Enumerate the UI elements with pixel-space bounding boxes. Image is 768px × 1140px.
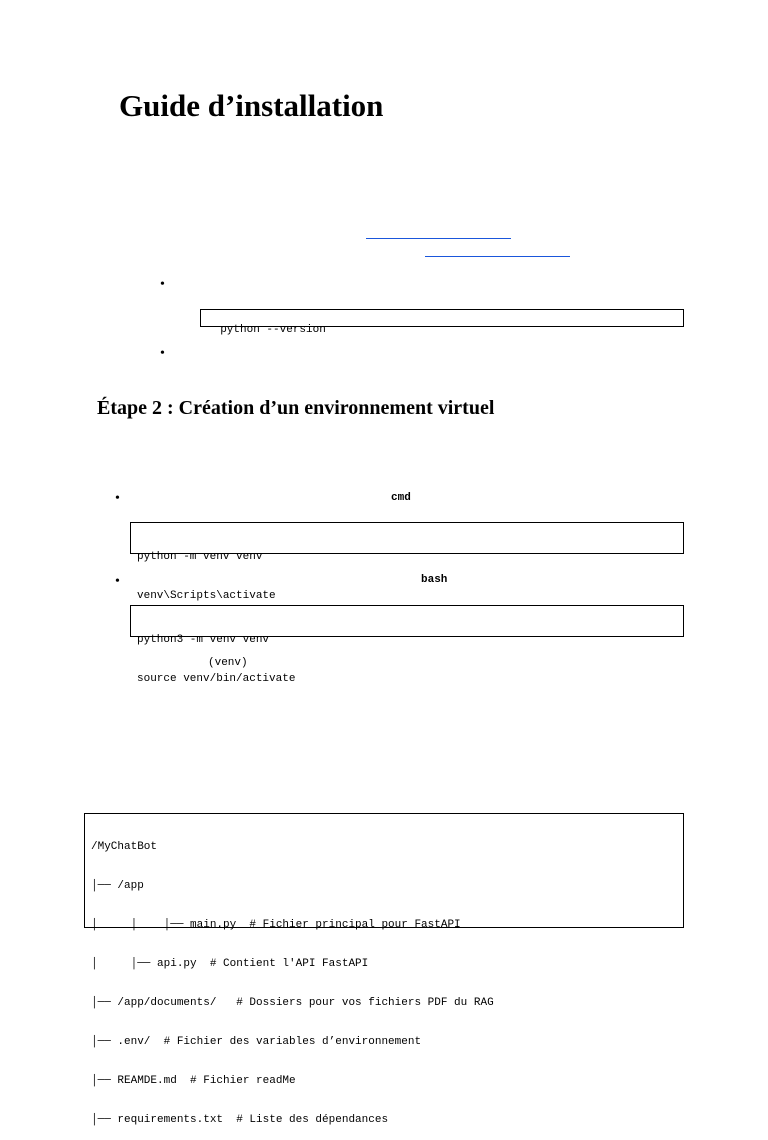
tree-line: /MyChatBot bbox=[91, 841, 158, 853]
tree-line: │── REAMDE.md # Fichier readMe bbox=[91, 1075, 296, 1087]
bash-label: bash bbox=[421, 574, 448, 586]
code-line: python3 -m venv venv bbox=[137, 634, 270, 646]
tree-line: │── /app bbox=[91, 880, 144, 892]
page-title: Guide d’installation bbox=[119, 88, 384, 123]
list-bullet: • bbox=[115, 574, 120, 589]
venv-prompt-label: (venv) bbox=[208, 657, 248, 669]
list-bullet: • bbox=[115, 491, 120, 506]
code-line: python -m venv venv bbox=[137, 551, 263, 563]
project-tree-block bbox=[84, 813, 684, 1126]
tree-line: │ │── api.py # Contient l'API FastAPI bbox=[91, 958, 369, 970]
list-bullet: • bbox=[160, 346, 165, 361]
list-bullet: • bbox=[160, 277, 165, 292]
code-line: source venv/bin/activate bbox=[137, 673, 296, 685]
code-line: venv\Scripts\activate bbox=[137, 590, 276, 602]
tree-line: │ │ │── main.py # Fichier principal pour FastAPI bbox=[91, 919, 461, 931]
code-block-bash bbox=[130, 605, 684, 685]
tree-line: │── .env/ # Fichier des variables d’environnement bbox=[91, 1036, 422, 1048]
python-docs-link[interactable] bbox=[425, 256, 570, 257]
tree-line: │── requirements.txt # Liste des dépendances bbox=[91, 1114, 389, 1126]
cmd-label: cmd bbox=[391, 492, 411, 504]
code-line: python --version bbox=[220, 324, 326, 336]
tree-line: │── /app/documents/ # Dossiers pour vos fichiers PDF du RAG bbox=[91, 997, 494, 1009]
python-download-link[interactable] bbox=[366, 238, 511, 239]
code-block-python-version bbox=[200, 309, 684, 336]
step2-heading: Étape 2 : Création d’un environnement virtuel bbox=[97, 397, 495, 419]
